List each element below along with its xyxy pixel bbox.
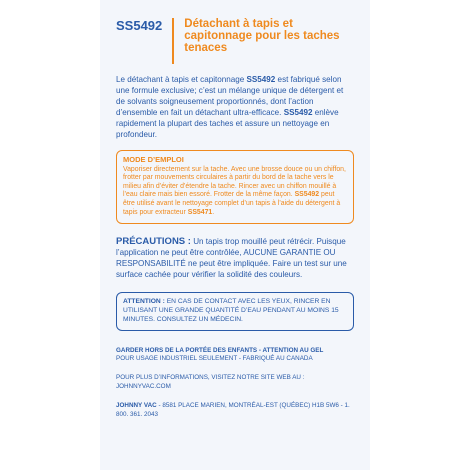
intro-code-1: SS5492: [246, 75, 276, 84]
intro-text-3: enlève rapidement la plupart des taches et assure un nettoyage en profondeur.: [116, 108, 339, 139]
product-title: Détachant à tapis et capitonnage pour les taches tenaces: [184, 18, 340, 54]
intro-text-2: est fabriqué selon une formule exclusive; c’est un mélange unique de détergent et de solvants soigneusement proportionnés, dont l’action d’ensemble en fait un détachant ultra-efficace.: [116, 75, 344, 117]
label-header: [116, 18, 354, 64]
instructions-text-1: Vaporiser directement sur la tache. Avec une brosse douce ou un chiffon, frotter par mouvements circulaires à partir du bord de la tache vers le milieu afin d’éviter d’étendre la tache. Rincer avec un chiffon mouillé à l’eau claire mais bien essoré. Frotter de la même façon.: [123, 165, 346, 199]
product-description: [116, 74, 354, 140]
warning-text: GARDER HORS DE LA PORTÉE DES ENFANTS - ATTENTION AU GEL: [116, 346, 324, 354]
attention-text: EN CAS DE CONTACT AVEC LES YEUX, RINCER EN UTILISANT UNE GRANDE QUANTITÉ D’EAU PENDANT AU MOINS 15 MINUTES. CONSULTEZ UN MÉDECIN.: [123, 298, 339, 323]
company-name: JOHNNY VAC: [116, 402, 157, 410]
label-footer: [116, 347, 354, 419]
instructions-text-2: peut être utilisé avant le nettoyage complet d’un tapis à l’aide du détergent à tapis pour extracteur: [123, 191, 341, 216]
instructions-box: [116, 150, 354, 224]
precautions: [116, 236, 354, 280]
attention-box: [116, 292, 354, 330]
instructions-code-1: SS5492: [294, 191, 320, 199]
instructions-text: [123, 166, 347, 218]
instructions-code-2: SS5471: [187, 208, 213, 216]
precautions-text: Un tapis trop mouillé peut rétrécir. Puisque l’application ne peut être contrôlée, AUCUNE GARANTIE OU RESPONSABILITÉ ne peut être impliquée. Faire un test sur une surface cachée pour vérifier la solidité des couleurs.: [116, 237, 347, 280]
intro-text-1: Le détachant à tapis et capitonnage: [116, 75, 247, 84]
company-line: [116, 402, 354, 419]
product-code: SS5492: [116, 18, 174, 64]
product-label: [100, 0, 370, 470]
instructions-title: MODE D’EMPLOI: [123, 155, 184, 164]
warning-line: [116, 347, 354, 355]
instructions-text-3: .: [212, 208, 215, 216]
company-address: - 8581 PLACE MARIEN, MONTRÉAL-EST (QUÉBEC) H1B 5W6 - 1. 800. 361. 2043: [116, 402, 350, 418]
industrial-line: POUR USAGE INDUSTRIEL SEULEMENT - FABRIQUÉ AU CANADA: [116, 354, 313, 362]
precautions-title: PRÉCAUTIONS :: [116, 236, 191, 248]
website-line: POUR PLUS D’INFORMATIONS, VISITEZ NOTRE SITE WEB AU : JOHNNYVAC.COM: [116, 374, 305, 390]
intro-code-2: SS5492: [283, 108, 313, 117]
attention-label: ATTENTION :: [123, 298, 165, 306]
